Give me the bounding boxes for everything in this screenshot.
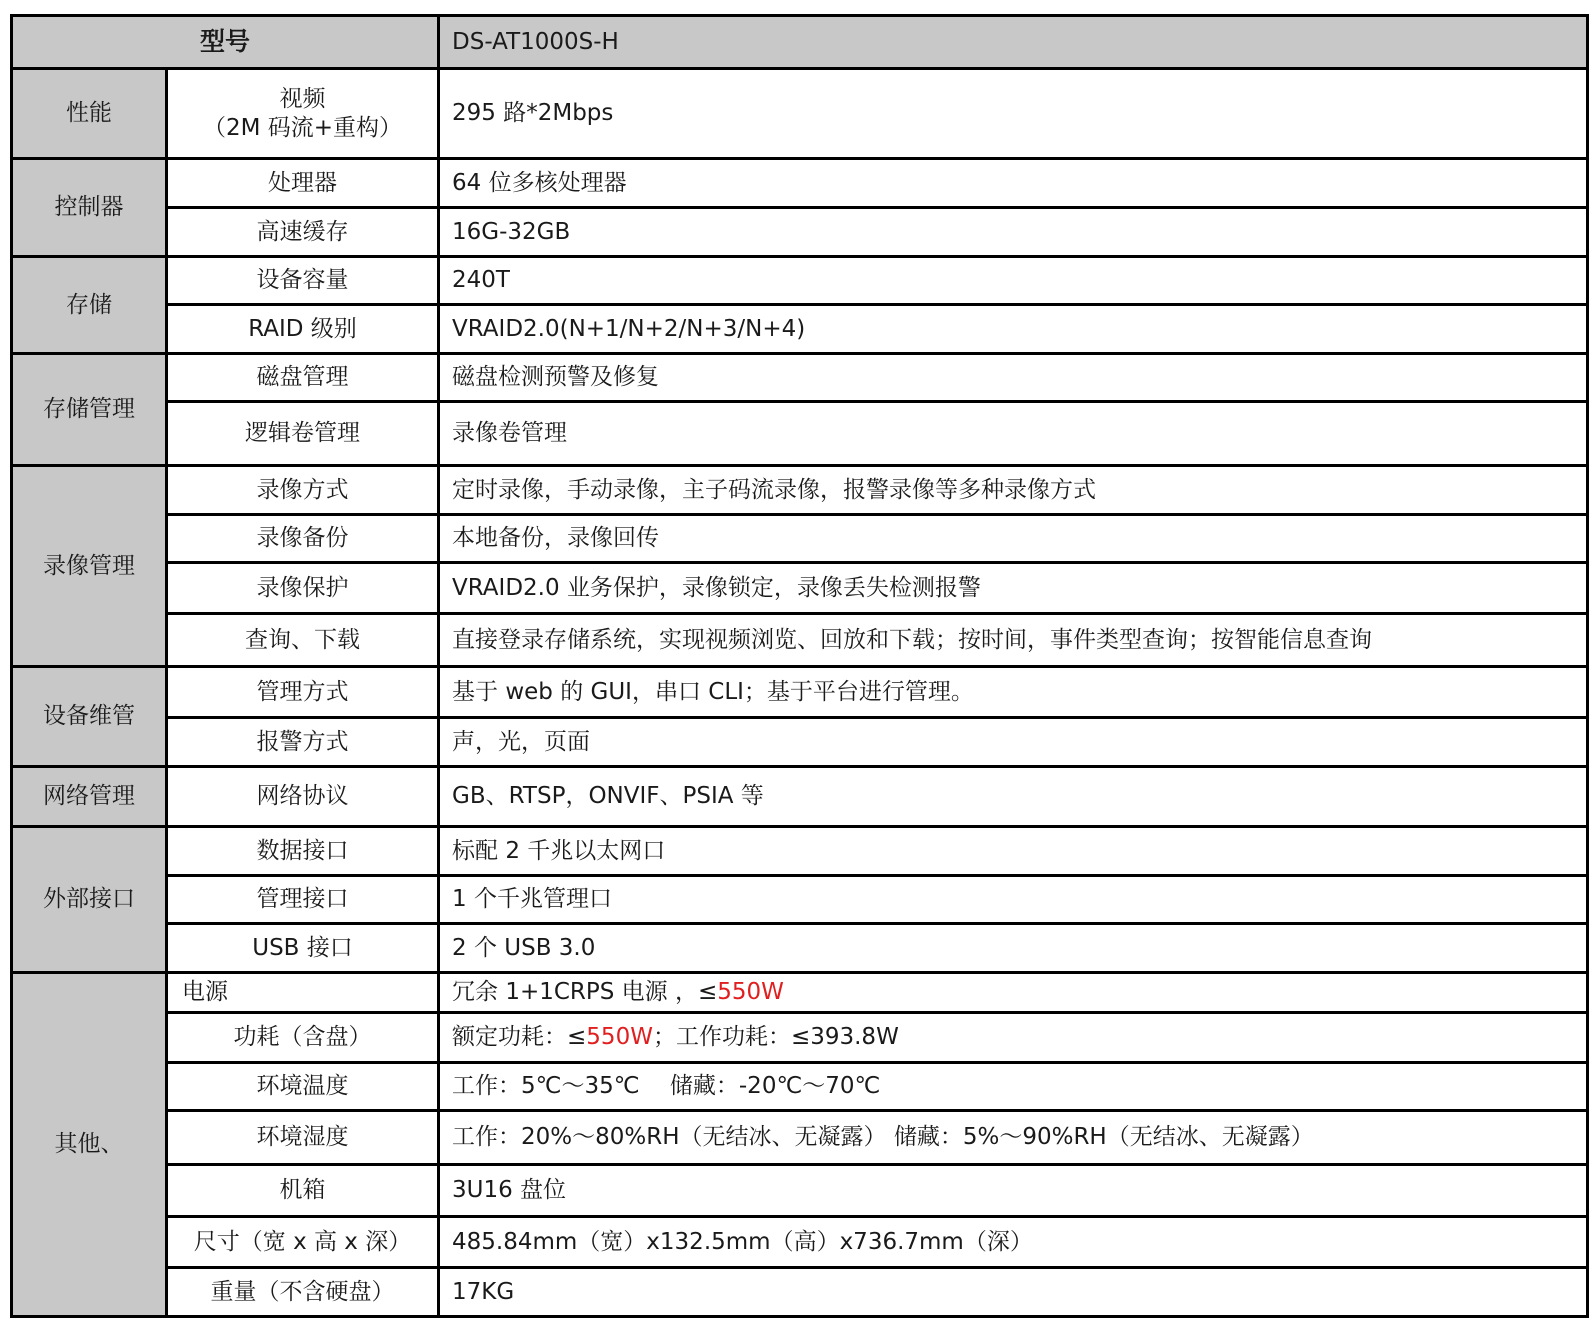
value-chassis: 3U16 盘位 — [439, 1165, 1588, 1217]
category-controller: 控制器 — [12, 159, 167, 257]
item-power: 电源 — [167, 973, 439, 1013]
table-row — [12, 1165, 1588, 1217]
header-label: 型号 — [12, 16, 439, 69]
table-row — [12, 827, 1588, 876]
item-chassis: 机箱 — [167, 1165, 439, 1217]
value-query-download: 直接登录存储系统，实现视频浏览、回放和下载；按时间，事件类型查询；按智能信息查询 — [439, 614, 1588, 667]
value-disk-mgmt: 磁盘检测预警及修复 — [439, 354, 1588, 402]
item-weight: 重量（不含硬盘） — [167, 1268, 439, 1317]
table-row — [12, 563, 1588, 614]
table-row — [12, 876, 1588, 924]
item-consumption: 功耗（含盘） — [167, 1013, 439, 1063]
value-temperature: 工作：5℃～35℃ 储藏：-20℃～70℃ — [439, 1063, 1588, 1111]
item-video — [167, 69, 439, 159]
category-storage: 存储 — [12, 257, 167, 354]
item-capacity: 设备容量 — [167, 257, 439, 305]
model-number: DS-AT1000S-H — [439, 16, 1588, 69]
item-video-line1: 视频 — [279, 85, 326, 112]
item-cache: 高速缓存 — [167, 208, 439, 257]
value-size: 485.84mm（宽）x132.5mm（高）x736.7mm（深） — [439, 1217, 1588, 1268]
value-humidity: 工作：20%～80%RH（无结冰、无凝露） 储藏：5%～90%RH（无结冰、无凝露） — [439, 1111, 1588, 1165]
category-ext-interface: 外部接口 — [12, 827, 167, 973]
category-device-mgmt: 设备维管 — [12, 667, 167, 767]
item-size: 尺寸（宽 x 高 x 深） — [167, 1217, 439, 1268]
table-row — [12, 1013, 1588, 1063]
value-usb-interface: 2 个 USB 3.0 — [439, 924, 1588, 973]
item-alarm-mode: 报警方式 — [167, 718, 439, 767]
table-row — [12, 1063, 1588, 1111]
value-power — [439, 973, 1588, 1013]
category-performance: 性能 — [12, 69, 167, 159]
value-network-protocol: GB、RTSP，ONVIF、PSIA 等 — [439, 767, 1588, 827]
item-data-interface: 数据接口 — [167, 827, 439, 876]
value-record-backup: 本地备份，录像回传 — [439, 515, 1588, 563]
value-processor: 64 位多核处理器 — [439, 159, 1588, 208]
table-row — [12, 257, 1588, 305]
value-capacity: 240T — [439, 257, 1588, 305]
table-row — [12, 402, 1588, 466]
item-manage-mode: 管理方式 — [167, 667, 439, 718]
value-power-text: 冗余 1+1CRPS 电源 ，≤ — [452, 979, 718, 1006]
item-video-line2: （2M 码流+重构） — [202, 114, 403, 141]
value-power-highlight: 550W — [717, 979, 784, 1006]
item-query-download: 查询、下载 — [167, 614, 439, 667]
item-temperature: 环境温度 — [167, 1063, 439, 1111]
value-consumption-prefix: 额定功耗：≤ — [452, 1024, 587, 1051]
category-network-mgmt: 网络管理 — [12, 767, 167, 827]
table-row — [12, 1268, 1588, 1317]
value-record-protect: VRAID2.0 业务保护，录像锁定，录像丢失检测报警 — [439, 563, 1588, 614]
item-humidity: 环境湿度 — [167, 1111, 439, 1165]
item-record-protect: 录像保护 — [167, 563, 439, 614]
table-row — [12, 354, 1588, 402]
item-mgmt-interface: 管理接口 — [167, 876, 439, 924]
table-row — [12, 924, 1588, 973]
table-row — [12, 667, 1588, 718]
category-other: 其他、 — [12, 973, 167, 1317]
item-usb-interface: USB 接口 — [167, 924, 439, 973]
table-row — [12, 159, 1588, 208]
spec-table — [10, 14, 1589, 1318]
value-data-interface: 标配 2 千兆以太网口 — [439, 827, 1588, 876]
value-weight: 17KG — [439, 1268, 1588, 1317]
table-row — [12, 973, 1588, 1013]
item-disk-mgmt: 磁盘管理 — [167, 354, 439, 402]
value-mgmt-interface: 1 个千兆管理口 — [439, 876, 1588, 924]
value-alarm-mode: 声，光，页面 — [439, 718, 1588, 767]
header-row — [12, 16, 1588, 69]
category-record-mgmt: 录像管理 — [12, 466, 167, 667]
value-manage-mode: 基于 web 的 GUI，串口 CLI；基于平台进行管理。 — [439, 667, 1588, 718]
value-consumption — [439, 1013, 1588, 1063]
table-row — [12, 614, 1588, 667]
item-raid: RAID 级别 — [167, 305, 439, 354]
item-record-mode: 录像方式 — [167, 466, 439, 515]
category-storage-mgmt: 存储管理 — [12, 354, 167, 466]
item-network-protocol: 网络协议 — [167, 767, 439, 827]
value-volume-mgmt: 录像卷管理 — [439, 402, 1588, 466]
table-row — [12, 515, 1588, 563]
table-row — [12, 69, 1588, 159]
table-row — [12, 1111, 1588, 1165]
value-video: 295 路*2Mbps — [439, 69, 1588, 159]
table-row — [12, 305, 1588, 354]
value-record-mode: 定时录像，手动录像，主子码流录像，报警录像等多种录像方式 — [439, 466, 1588, 515]
value-consumption-suffix: ；工作功耗：≤393.8W — [652, 1024, 899, 1051]
table-row — [12, 767, 1588, 827]
item-volume-mgmt: 逻辑卷管理 — [167, 402, 439, 466]
table-row — [12, 1217, 1588, 1268]
item-record-backup: 录像备份 — [167, 515, 439, 563]
value-consumption-highlight: 550W — [586, 1024, 653, 1051]
value-raid: VRAID2.0(N+1/N+2/N+3/N+4) — [439, 305, 1588, 354]
item-processor: 处理器 — [167, 159, 439, 208]
table-row — [12, 208, 1588, 257]
table-row — [12, 466, 1588, 515]
value-cache: 16G-32GB — [439, 208, 1588, 257]
table-row — [12, 718, 1588, 767]
